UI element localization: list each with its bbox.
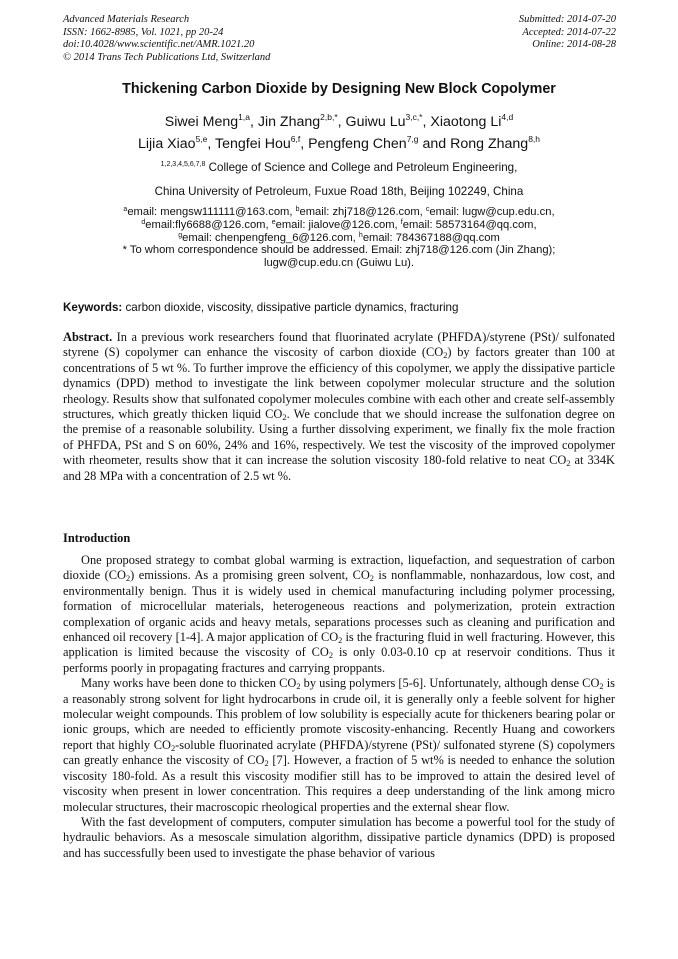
author-sup: 7,g <box>406 134 419 144</box>
email-line: $^g$email: chenpengfeng_6@126.com, $^h$email: 784367188@qq.com <box>178 231 500 244</box>
email-c: email: lugw@cup.edu.cn, <box>429 206 555 218</box>
email-line: $^d$email:fly6688@126.com, $^e$email: jialove@126.com, $^f$email: 58573164@qq.com, <box>141 218 537 231</box>
email-a: email: mengsw111111@163.com, <box>127 206 296 218</box>
accepted-date: Accepted: 2014-07-22 <box>522 26 616 38</box>
abstract: Abstract. In a previous work researchers found that fluorinated acrylate (PHFDA)/styrene (PSt)/ sulfonated styrene (S) copolymer can enhance the viscosity of carbon dioxide $(CO_2)$ by factors greater than 100 at concentrations of 5 wt %. To further improve the efficiency of this copolymer, we apply the dissipative particle dynamics (DPD) method to investigate the link between copolymer molecular structure and the solution rheology. Results show that sulfonated copolymer molecules combine with each other and create self-assembly structures, which greatly thicken liquid $CO_2$. We conclude that we should increase the sulfonation degree on the premise of a reasonable solubility. Using a further dissolving experiment, we finally fix the mole fraction of PHFDA, PSt and S on 60%, 24% and 16%, respectively. We test the viscosity of the improved copolymer with rheometer, results show that it can increase the solution viscosity 180-fold relative to neat $CO_2$ at 334K and 28 MPa with a concentration of 2.5 wt %. <box>63 330 615 483</box>
email-f: email: 58573164@qq.com, <box>402 218 537 231</box>
abstract-label: Abstract. <box>63 330 113 344</box>
author-sup: 5,e <box>195 134 208 144</box>
paper-title: Thickening Carbon Dioxide by Designing New Block Copolymer <box>122 81 556 97</box>
author-line-1: Siwei Meng$^{1,a}$, Jin Zhang$^{2,b,*}$, Guiwu $Lu^{3,c,*}$, Xiaotong Li$^{4,d}$ <box>164 112 514 130</box>
email-h: email: 784367188@qq.com <box>362 231 500 244</box>
author-sup: 4,d <box>501 112 514 122</box>
author-name: Xiaotong Li <box>430 114 502 130</box>
journal-name: Advanced Materials Research <box>63 14 190 25</box>
author-sup: 3,c,* <box>405 112 423 122</box>
email-line: $^a$email: mengsw111111@163.com, $^b$email: zhj718@126.com, $^c$email: lugw@cup.edu.cn, <box>123 206 555 218</box>
email-g: email: chenpengfeng_6@126.com, <box>182 231 359 244</box>
paragraph: With the fast development of computers, computer simulation has become a powerful tool for the study of hydraulic behaviors. As a mesoscale simulation algorithm, dissipative particle dynamics (DPD) is proposed and has successfully been used to investigate the phase behavior of various <box>63 814 615 860</box>
paragraph: Many works have been done to thicken $CO_2$ by using polymers [5-6]. Unfortunately, although dense $CO_2$ is a reasonably strong solvent for light hydrocarbons in crude oil, it is generally only a feeble solvent for higher molecular weight compounds. This problem of low solubility is especially acute for thickeners bearing polar or ionic groups, which are needed to efficiently promote viscosity-enhancing. Recently Huang and coworkers report that highly $CO_2$-soluble fluorinated acrylate (PHFDA)/styrene (PSt)/ sulfonated styrene (S) copolymers can greatly enhance the viscosity of $CO_2$ [7]. However, a fraction of 5 wt% is needed to enhance the solution viscosity 180-fold. As a result this viscosity modifier still has to be improved to attain the desired level of viscosity when present in lower concentration. This requires a deep understanding of the link among micro molecular structures, their macroscopic rheological properties and the external shear flow. <box>63 676 615 814</box>
author-line-2: Lijia Xiao$^{5,e}$, Tengfei Hou$^{6,f}$, Pengfeng Chen$^{7,g}$ and Rong Zhang$^{8,h}$ <box>137 134 541 152</box>
author-name: Siwei Meng <box>164 114 239 130</box>
author-sup: 1,a <box>238 112 250 122</box>
online-date: Online: 2014-08-28 <box>532 39 616 51</box>
affiliation-line-1 <box>0 161 678 175</box>
author-name: Guiwu Lu <box>345 114 406 130</box>
author-sup: 8,h <box>528 134 541 144</box>
doi-line: doi:10.4028/www.scientific.net/AMR.1021.20 <box>63 39 255 51</box>
email-d: email:fly6688@126.com, <box>145 218 272 231</box>
affiliation-sup: 1,2,3,4,5,6,7,8 <box>160 161 206 168</box>
email-block <box>0 206 678 270</box>
publication-dates <box>519 14 616 52</box>
keywords-text: carbon dioxide, viscosity, dissipative particle dynamics, fracturing <box>122 301 459 314</box>
copyright-line: © 2014 Trans Tech Publications Ltd, Switzerland <box>63 51 271 63</box>
author-list <box>0 111 678 155</box>
author-sup: 6,f <box>290 134 301 144</box>
author-name: Pengfeng Chen <box>308 136 407 152</box>
author-sup: 2,b,* <box>320 112 338 122</box>
paragraph: One proposed strategy to combat global warming is extraction, liquefaction, and sequestration of carbon dioxide $(CO_2)$ emissions. As a promising green solvent, $CO_2$ is nonflammable, nonhazardous, low cost, and environmentally benign. Thus it is widely used in chemical manufacturing including polymer processing, formation of microcellular materials, heterogeneous reactions and polymerization, protein extraction complexation of organic acids and heavy metals, separations processes such as cleaning and purification and enhanced oil recovery [1-4]. A major application of $CO_2$ is the fracturing fluid in well fracturing. However, this application is limited because the viscosity of $CO_2$ is only 0.03-0.10 cp at reservoir conditions. Thus it performs poorly in propagating fractures and carrying proppants. <box>63 553 615 675</box>
author-name: Rong Zhang <box>450 136 529 152</box>
affiliation-line-2: China University of Petroleum, Fuxue Road 18th, Beijing 102249, China <box>154 185 524 198</box>
correspondence-line: lugw@cup.edu.cn (Guiwu Lu). <box>263 257 415 270</box>
issn-line: ISSN: 1662-8985, Vol. 1021, pp 20-24 <box>63 26 224 38</box>
affiliation-text: College of Science and College and Petroleum Engineering, <box>208 161 518 174</box>
keywords-label: Keywords: <box>63 301 123 314</box>
keywords <box>63 301 458 314</box>
author-name: Tengfei Hou <box>215 136 291 152</box>
author-name: Jin Zhang <box>257 114 321 130</box>
journal-info <box>63 14 270 64</box>
submitted-date: Submitted: 2014-07-20 <box>518 14 616 25</box>
correspondence-line: * To whom correspondence should be addressed. Email: zhj718@126.com (Jin Zhang); <box>122 244 556 257</box>
section-heading: Introduction <box>63 531 131 545</box>
author-name: Lijia Xiao <box>137 136 196 152</box>
email-e: email: jialove@126.com, <box>275 218 401 231</box>
introduction-body <box>63 553 615 861</box>
email-b: email: zhj718@126.com, <box>299 206 426 218</box>
